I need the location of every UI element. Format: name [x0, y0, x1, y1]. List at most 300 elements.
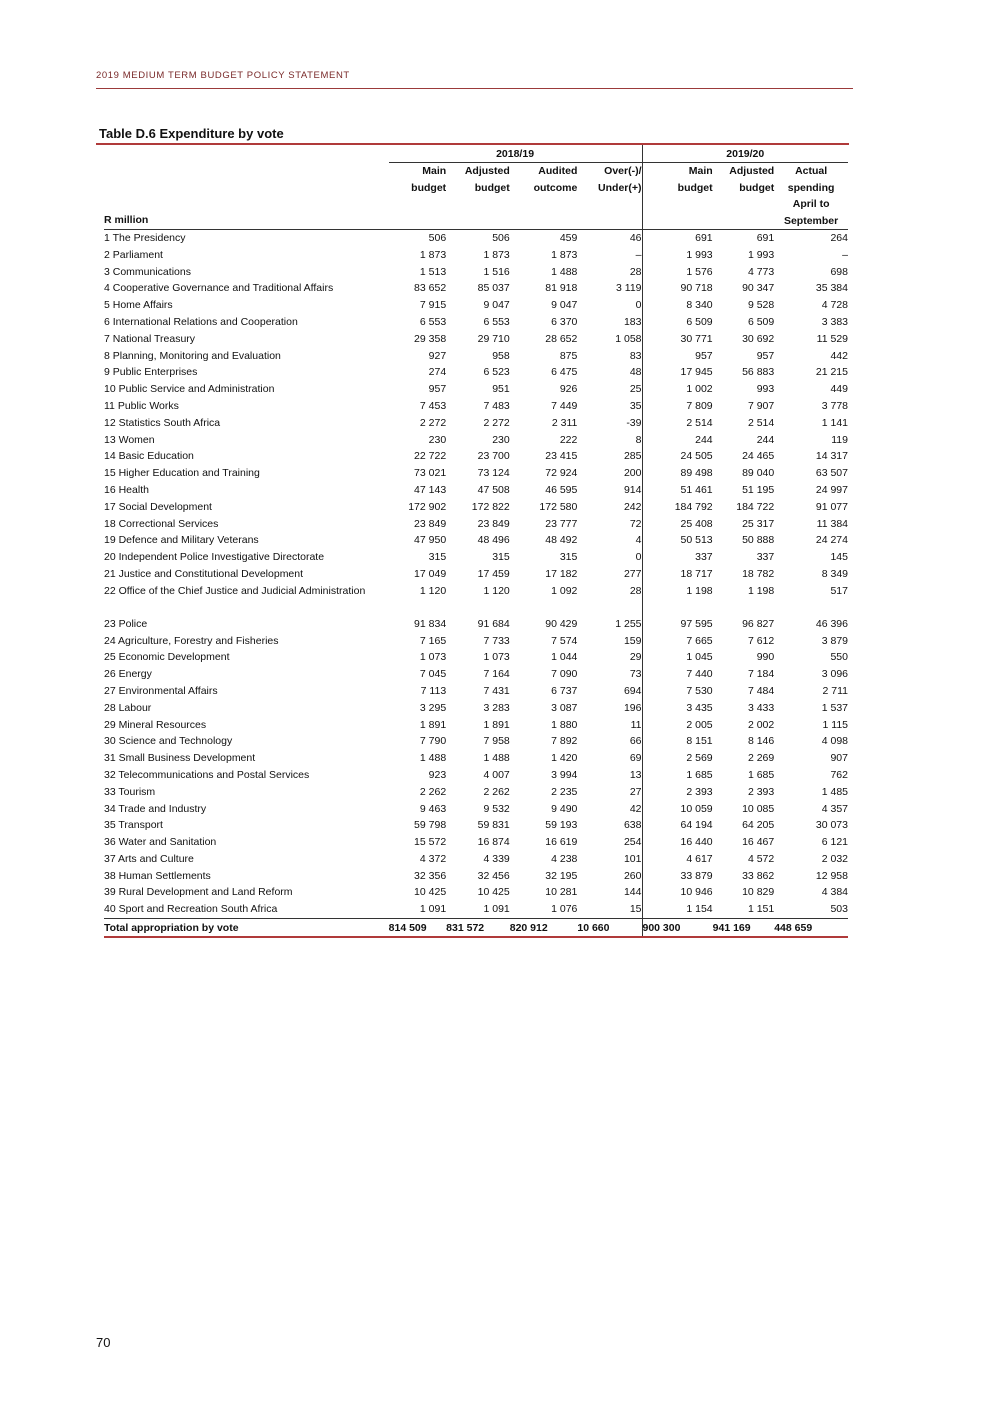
row-value: 4 773 [747, 265, 775, 278]
row-value: 18 782 [742, 567, 775, 580]
row-value: 72 924 [545, 467, 578, 480]
row-value: 30 771 [642, 331, 713, 348]
row-value: 503 [830, 903, 848, 916]
row-value: 691 [642, 230, 713, 247]
row-value: 10 425 [414, 886, 447, 899]
row-label: 17 Social Development [104, 500, 212, 513]
table-row [104, 884, 848, 901]
row-value: 517 [830, 584, 848, 597]
year-2019-20: 2019/20 [642, 145, 848, 163]
row-value: 47 508 [477, 483, 510, 496]
row-value: 9 532 [483, 802, 510, 815]
row-value: 11 384 [816, 517, 848, 530]
total-row [104, 919, 848, 938]
row-value: 230 [428, 433, 447, 446]
row-value: 2 272 [419, 416, 447, 429]
row-value: 33 879 [642, 868, 713, 885]
row-value: 6 509 [642, 314, 713, 331]
row-value: 1 120 [419, 584, 447, 597]
row-value: 926 [559, 383, 578, 396]
total-cell: 900 300 [642, 919, 713, 938]
row-label: 29 Mineral Resources [104, 718, 207, 731]
row-value: 66 [629, 735, 642, 748]
row-value: 7 809 [642, 398, 713, 415]
row-value: 1 120 [483, 584, 510, 597]
row-label: 9 Public Enterprises [104, 366, 198, 379]
row-label: 12 Statistics South Africa [104, 416, 221, 429]
row-value: – [635, 248, 642, 261]
table-row [104, 364, 848, 381]
row-value: 4 728 [821, 299, 848, 312]
row-value: 1 488 [551, 265, 578, 278]
row-value: 30 692 [742, 332, 775, 345]
row-value: -39 [626, 416, 642, 429]
row-value: 24 274 [815, 534, 848, 547]
row-value: 59 831 [477, 819, 510, 832]
row-value: 21 215 [815, 366, 848, 379]
row-value: 24 465 [742, 450, 775, 463]
row-value: 2 393 [747, 785, 775, 798]
row-value: 6 475 [551, 366, 578, 379]
row-value: 184 722 [736, 500, 775, 513]
row-value: 442 [830, 349, 848, 362]
row-value: 32 195 [545, 869, 578, 882]
row-value: 4 384 [821, 886, 848, 899]
row-value: 7 907 [747, 399, 775, 412]
row-value: 907 [830, 752, 848, 765]
row-value: 1 198 [642, 583, 713, 616]
row-value: 16 467 [742, 836, 775, 849]
row-value: 172 580 [539, 500, 578, 513]
table-row [104, 415, 848, 432]
row-value: 7 113 [420, 684, 447, 697]
page-number: 70 [96, 1335, 111, 1350]
row-value: 29 [629, 651, 642, 664]
row-value: 927 [428, 349, 447, 362]
row-value: 7 484 [747, 684, 775, 697]
table-row [104, 750, 848, 767]
row-label: 2 Parliament [104, 248, 163, 261]
row-label: 4 Cooperative Governance and Traditional Affairs [104, 282, 334, 295]
row-value: 2 235 [551, 785, 578, 798]
row-value: 0 [635, 299, 642, 312]
row-value: 694 [623, 684, 642, 697]
row-value: 244 [642, 432, 713, 449]
table-row [104, 834, 848, 851]
row-label: 3 Communications [104, 265, 191, 278]
row-value: 145 [830, 551, 848, 564]
row-value: 196 [623, 701, 642, 714]
total-cell: 831 572 [446, 919, 510, 938]
year-header-row [104, 145, 848, 163]
row-value: 3 283 [483, 701, 510, 714]
row-value: 8 [635, 433, 642, 446]
row-value: 2 269 [747, 752, 775, 765]
row-value: 914 [623, 483, 642, 496]
row-value: 4 617 [642, 851, 713, 868]
table-row [104, 767, 848, 784]
expenditure-table [104, 145, 848, 938]
col-main-budget-2019: Main budget [642, 163, 713, 230]
row-value: 33 862 [742, 869, 775, 882]
row-value: 1 685 [747, 768, 775, 781]
running-header: 2019 MEDIUM TERM BUDGET POLICY STATEMENT [96, 70, 350, 81]
row-value: 9 047 [551, 299, 578, 312]
row-value: 29 710 [477, 332, 510, 345]
row-value: 277 [623, 567, 642, 580]
row-value: 11 [630, 718, 642, 731]
row-value: 1 198 [747, 584, 775, 597]
row-value: 7 574 [551, 634, 578, 647]
row-value: 1 073 [419, 651, 447, 664]
table-row [104, 448, 848, 465]
header-blank [104, 145, 389, 163]
row-value: 10 829 [742, 886, 775, 899]
table-body [104, 230, 848, 919]
table-row [104, 801, 848, 818]
table-row [104, 566, 848, 583]
row-value: 46 396 [815, 617, 848, 630]
row-value: 8 340 [642, 297, 713, 314]
row-value: 23 849 [477, 517, 510, 530]
row-value: 1 513 [419, 265, 447, 278]
row-value: 4 007 [483, 768, 510, 781]
row-value: 29 358 [414, 332, 447, 345]
row-value: 22 722 [414, 450, 447, 463]
row-value: 7 184 [747, 668, 775, 681]
row-value: 7 165 [419, 634, 447, 647]
row-value: 50 513 [642, 532, 713, 549]
column-header-row [104, 163, 848, 230]
row-value: 25 317 [742, 517, 775, 530]
header-rule [96, 88, 853, 89]
row-value: 50 888 [742, 534, 775, 547]
row-value: 15 572 [414, 836, 447, 849]
col-over-under: Over(-)/ Under(+) [598, 165, 642, 194]
row-label: 10 Public Service and Administration [104, 383, 275, 396]
row-value: 958 [492, 349, 510, 362]
row-value: 16 440 [642, 834, 713, 851]
row-value: 2 311 [551, 416, 578, 429]
row-value: 184 792 [642, 499, 713, 516]
row-label: 1 The Presidency [104, 232, 186, 244]
row-label: 31 Small Business Development [104, 752, 256, 765]
row-label: 27 Environmental Affairs [104, 684, 218, 697]
col-adjusted-budget: Adjusted budget [464, 165, 510, 194]
row-value: 1 002 [642, 381, 713, 398]
row-value: 1 891 [419, 718, 447, 731]
table-row [104, 583, 848, 616]
row-value: – [842, 248, 848, 261]
col-audited-outcome: Audited outcome [533, 165, 578, 194]
row-value: 1 488 [419, 752, 447, 765]
row-value: 7 440 [642, 666, 713, 683]
row-value: 990 [756, 651, 775, 664]
row-value: 285 [623, 450, 642, 463]
row-value: 7 612 [747, 634, 775, 647]
row-value: 7 045 [419, 668, 447, 681]
row-label: 11 Public Works [104, 399, 179, 412]
row-value: 3 778 [821, 399, 848, 412]
table-row [104, 649, 848, 666]
table-row [104, 348, 848, 365]
table-row [104, 432, 848, 449]
row-value: 315 [559, 551, 578, 564]
row-value: 957 [756, 349, 775, 362]
table-row [104, 817, 848, 834]
table-row [104, 868, 848, 885]
row-value: 4 372 [419, 852, 447, 865]
total-label: Total appropriation by vote [104, 919, 389, 938]
row-value: 83 652 [414, 282, 447, 295]
row-value: 2 514 [747, 416, 775, 429]
row-label: 34 Trade and Industry [104, 802, 207, 815]
row-value: 46 595 [545, 483, 578, 496]
table-row [104, 633, 848, 650]
row-value: 2 262 [419, 785, 447, 798]
row-value: 459 [559, 232, 578, 244]
row-value: 3 433 [747, 701, 775, 714]
table-row [104, 733, 848, 750]
row-value: 8 146 [747, 735, 775, 748]
col-adjusted-budget-2019: Adjusted budget [729, 165, 775, 194]
row-value: 7 665 [642, 633, 713, 650]
row-value: 315 [492, 551, 510, 564]
row-value: 18 717 [642, 566, 713, 583]
table-row [104, 616, 848, 633]
year-2018-19: 2018/19 [389, 145, 642, 163]
row-value: 32 456 [477, 869, 510, 882]
table-row [104, 901, 848, 918]
row-value: 10 085 [742, 802, 775, 815]
row-value: 30 073 [815, 819, 848, 832]
row-value: 10 059 [642, 801, 713, 818]
row-value: 4 [635, 534, 642, 547]
row-value: 10 281 [545, 886, 578, 899]
row-value: 17 049 [414, 567, 447, 580]
row-label: 18 Correctional Services [104, 517, 219, 530]
row-value: 993 [756, 383, 775, 396]
row-label: 19 Defence and Military Veterans [104, 534, 259, 547]
unit-label: R million [104, 213, 149, 226]
row-label: 39 Rural Development and Land Reform [104, 886, 293, 899]
row-value: 254 [623, 836, 642, 849]
row-value: 13 [629, 768, 642, 781]
row-value: 63 507 [815, 467, 848, 480]
row-value: 698 [830, 265, 848, 278]
row-value: 172 902 [408, 500, 447, 513]
table-row [104, 297, 848, 314]
row-value: 9 463 [419, 802, 447, 815]
row-value: 3 879 [821, 634, 848, 647]
row-value: 16 619 [545, 836, 578, 849]
row-value: 1 076 [551, 903, 578, 916]
row-value: 28 [629, 265, 642, 278]
row-value: 638 [623, 819, 642, 832]
row-value: 4 339 [483, 852, 510, 865]
total-cell: 814 509 [389, 919, 447, 938]
row-value: 1 873 [419, 248, 447, 261]
row-value: 2 005 [642, 717, 713, 734]
row-value: 91 834 [414, 617, 447, 630]
row-label: 22 Office of the Chief Justice and Judicial Administration [104, 584, 366, 597]
row-value: 23 700 [477, 450, 510, 463]
row-value: 6 737 [551, 684, 578, 697]
row-label: 23 Police [104, 617, 148, 630]
table-row [104, 784, 848, 801]
row-value: 59 193 [545, 819, 578, 832]
row-value: 23 415 [545, 450, 578, 463]
row-value: 2 262 [483, 785, 510, 798]
table-row [104, 331, 848, 348]
row-value: 1 993 [747, 248, 775, 261]
row-value: 28 [629, 584, 642, 597]
row-value: 1 045 [642, 649, 713, 666]
row-value: 59 798 [414, 819, 447, 832]
table-row [104, 851, 848, 868]
row-value: 1 092 [551, 584, 578, 597]
table-row [104, 314, 848, 331]
row-value: 47 143 [414, 483, 447, 496]
row-value: 42 [629, 802, 642, 815]
table-row [104, 465, 848, 482]
table-row [104, 247, 848, 264]
row-value: 73 021 [414, 467, 447, 480]
row-value: 96 827 [742, 617, 775, 630]
row-value: 4 572 [747, 852, 775, 865]
row-value: 81 918 [545, 282, 578, 295]
row-value: 101 [623, 852, 642, 865]
row-value: 1 151 [747, 903, 775, 916]
row-value: 9 528 [747, 299, 775, 312]
row-value: 69 [629, 752, 642, 765]
row-value: 0 [635, 551, 642, 564]
row-value: 315 [428, 551, 447, 564]
row-value: 1 891 [483, 718, 510, 731]
total-cell: 448 659 [774, 919, 848, 938]
row-label: 32 Telecommunications and Postal Services [104, 768, 310, 781]
row-value: 51 195 [742, 483, 775, 496]
row-value: 1 044 [551, 651, 578, 664]
row-value: 506 [492, 232, 510, 244]
row-value: 6 523 [483, 366, 510, 379]
row-value: 46 [629, 232, 642, 244]
row-label: 24 Agriculture, Forestry and Fisheries [104, 634, 279, 647]
row-value: 64 194 [642, 817, 713, 834]
row-value: 2 002 [747, 718, 775, 731]
table-row [104, 516, 848, 533]
table-row [104, 381, 848, 398]
row-value: 89 040 [742, 467, 775, 480]
row-value: 1 685 [642, 767, 713, 784]
row-value: 2 711 [822, 684, 848, 697]
row-value: 7 733 [483, 634, 510, 647]
row-label: 40 Sport and Recreation South Africa [104, 903, 278, 916]
row-label: 38 Human Settlements [104, 869, 211, 882]
row-label: 26 Energy [104, 668, 152, 681]
row-value: 1 058 [615, 332, 642, 345]
row-value: 1 141 [821, 416, 848, 429]
row-value: 7 431 [483, 684, 510, 697]
row-value: 35 384 [815, 282, 848, 295]
row-value: 923 [428, 768, 447, 781]
table-row [104, 482, 848, 499]
row-value: 691 [756, 232, 775, 244]
row-label: 30 Science and Technology [104, 735, 233, 748]
row-value: 1 516 [483, 265, 510, 278]
row-value: 6 509 [747, 315, 775, 328]
row-value: 73 124 [477, 467, 510, 480]
table-row [104, 264, 848, 281]
row-value: 264 [830, 232, 848, 244]
row-value: 32 356 [414, 869, 447, 882]
row-label: 15 Higher Education and Training [104, 467, 260, 480]
total-cell: 820 912 [510, 919, 578, 938]
row-value: 550 [830, 651, 848, 664]
row-value: 200 [623, 467, 642, 480]
row-value: 6 370 [551, 315, 578, 328]
row-value: 6 553 [419, 315, 447, 328]
row-value: 90 718 [642, 280, 713, 297]
table-row [104, 549, 848, 566]
row-value: 8 349 [821, 567, 848, 580]
row-value: 119 [831, 433, 848, 446]
row-value: 56 883 [742, 366, 775, 379]
row-value: 9 490 [551, 802, 578, 815]
table-row [104, 532, 848, 549]
row-value: 159 [623, 634, 642, 647]
row-value: 274 [428, 366, 447, 379]
row-value: 2 393 [642, 784, 713, 801]
row-label: 16 Health [104, 483, 149, 496]
row-label: 28 Labour [104, 701, 152, 714]
row-value: 172 822 [471, 500, 510, 513]
row-value: 242 [623, 500, 642, 513]
row-value: 25 [629, 383, 642, 396]
row-label: 36 Water and Sanitation [104, 836, 217, 849]
row-value: 449 [830, 383, 848, 396]
row-value: 957 [428, 383, 447, 396]
row-label: 8 Planning, Monitoring and Evaluation [104, 349, 281, 362]
row-value: 15 [629, 903, 642, 916]
row-value: 90 347 [742, 282, 775, 295]
row-value: 24 997 [815, 483, 848, 496]
row-value: 1 091 [419, 903, 447, 916]
table-row [104, 700, 848, 717]
total-cell: 10 660 [577, 919, 642, 938]
row-value: 7 530 [642, 683, 713, 700]
row-value: 97 595 [642, 616, 713, 633]
col-main-budget: Main budget [411, 165, 447, 194]
row-label: 20 Independent Police Investigative Directorate [104, 551, 325, 564]
row-value: 4 357 [821, 802, 848, 815]
row-value: 2 272 [483, 416, 510, 429]
row-value: 7 892 [551, 735, 578, 748]
row-value: 1 485 [821, 785, 848, 798]
row-value: 1 255 [615, 617, 642, 630]
row-value: 7 790 [419, 735, 447, 748]
row-value: 1 073 [483, 651, 510, 664]
row-value: 3 087 [551, 701, 578, 714]
table-row [104, 683, 848, 700]
row-value: 3 119 [616, 282, 642, 295]
row-value: 951 [492, 383, 510, 396]
table-row [104, 499, 848, 516]
row-value: 183 [623, 315, 642, 328]
row-value: 1 537 [821, 701, 848, 714]
row-value: 14 317 [815, 450, 848, 463]
row-label: 35 Transport [104, 819, 163, 832]
